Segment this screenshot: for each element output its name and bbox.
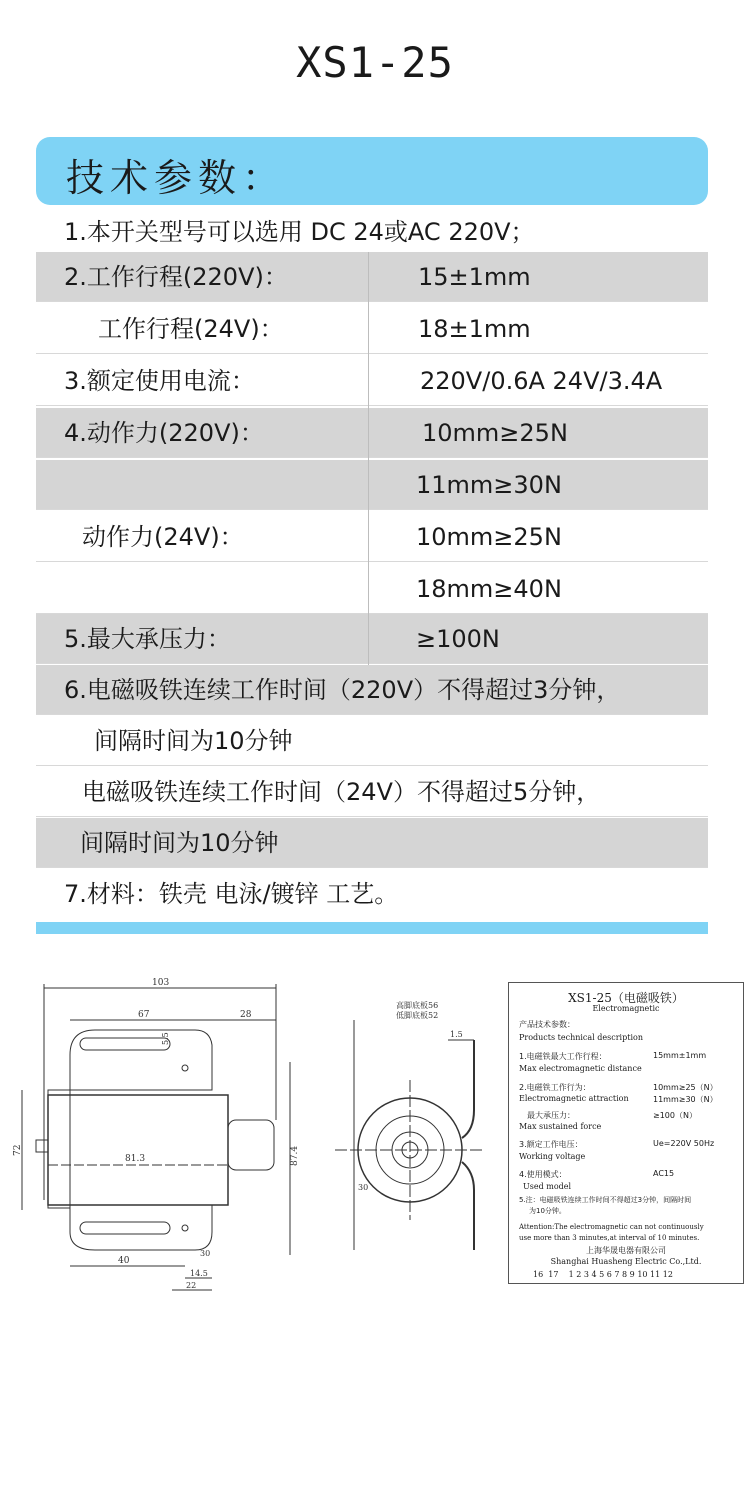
spec-row: [36, 304, 708, 354]
note-text: 7.材料：铁壳 电泳/镀锌 工艺。: [64, 880, 399, 908]
label-item-cn: 3.额定工作电压：: [519, 1140, 583, 1149]
spec-value: 18±1mm: [418, 315, 531, 343]
label-card-subtitle: Electromagnetic: [592, 1004, 660, 1013]
product-label-card: [508, 982, 744, 1284]
note-text: 间隔时间为10分钟: [80, 829, 279, 857]
label-company: 上海华晟电器有限公司: [586, 1246, 666, 1255]
note-row: [36, 818, 708, 868]
dim-label: 30: [358, 1183, 369, 1192]
label-card-heading-en: Products technical description: [519, 1033, 643, 1042]
note-row: [36, 716, 708, 766]
label-attention: Attention:The electromagnetic can not continuously: [519, 1223, 704, 1231]
label-item-val: 11mm≥30（N）: [653, 1095, 718, 1104]
spec-value: 10mm≥25N: [422, 419, 568, 447]
spec-value: 220V/0.6A 24V/3.4A: [420, 367, 663, 395]
side-label: 低脚底板52: [396, 1011, 439, 1020]
spec-label: 2.工作行程(220V)：: [64, 263, 288, 291]
spec-banner-label: 技术参数：: [66, 156, 287, 200]
spec-label: 工作行程(24V)：: [98, 315, 284, 343]
label-numbers: 16 17 1 2 3 4 5 6 7 8 9 10 11 12: [533, 1270, 673, 1279]
note-text: 6.电磁吸铁连续工作时间（220V）不得超过3分钟，: [64, 676, 621, 704]
side-label: 高脚底板56: [396, 1001, 439, 1010]
label-company-en: Shanghai Huasheng Electric Co.,Ltd.: [550, 1257, 702, 1266]
dim-label: 40: [118, 1256, 130, 1266]
spec-value: ≥100N: [416, 625, 500, 653]
label-item-en: Electromagnetic attraction: [519, 1094, 629, 1103]
dim-label: 30: [200, 1249, 211, 1258]
spec-row: [36, 564, 708, 614]
label-item-en: Used model: [523, 1182, 572, 1191]
dim-label: 87.4: [290, 1145, 300, 1166]
note-row: [36, 665, 708, 715]
spec-value: 10mm≥25N: [416, 523, 562, 551]
label-item-val: Ue=220V 50Hz: [653, 1139, 715, 1148]
label-item-val: 10mm≥25（N）: [653, 1083, 718, 1092]
dim-label: 22: [186, 1281, 197, 1290]
spec-row: [36, 512, 708, 562]
note-text: 间隔时间为10分钟: [94, 727, 293, 755]
label-item-en: Max electromagnetic distance: [519, 1064, 642, 1073]
note-row: [36, 767, 708, 817]
spec-value: 18mm≥40N: [416, 575, 562, 603]
label-item-en: Max sustained force: [519, 1122, 602, 1131]
note-text: 电磁吸铁连续工作时间（24V）不得超过5分钟，: [82, 778, 601, 806]
divider-bar: [36, 922, 708, 934]
spec-row: [36, 252, 708, 302]
label-item-en: Working voltage: [519, 1152, 586, 1161]
spec-label: 5.最大承压力：: [64, 625, 231, 653]
dim-label: 5.5: [161, 1032, 170, 1045]
dim-label: 67: [138, 1010, 150, 1020]
dim-label: 81.3: [125, 1154, 146, 1164]
label-attention: use more than 3 minutes,at interval of 10 minutes.: [519, 1234, 700, 1242]
label-note: 5.注：电磁吸铁连续工作时间不得超过3分钟，间隔时间: [519, 1196, 692, 1204]
dim-label: 103: [152, 978, 170, 988]
note-row: [36, 869, 708, 919]
label-item-cn: 2.电磁铁工作行为：: [519, 1083, 591, 1092]
spec-label: 动作力(24V)：: [82, 523, 244, 551]
label-card-title: XS1-25（电磁吸铁）: [568, 991, 684, 1005]
label-item-val: ≥100（N）: [653, 1111, 697, 1120]
spec-row: [36, 356, 708, 406]
table-divider: [368, 252, 369, 665]
spec-row: [36, 460, 708, 510]
dim-label: 1.5: [450, 1030, 463, 1039]
label-note: 为10分钟。: [529, 1207, 566, 1215]
spec-line-1: 1.本开关型号可以选用 DC 24或AC 220V；: [64, 218, 535, 246]
spec-label: 3.额定使用电流：: [64, 367, 255, 395]
spec-value: 15±1mm: [418, 263, 531, 291]
spec-banner: [36, 137, 708, 205]
spec-label: 4.动作力(220V)：: [64, 419, 264, 447]
spec-row: [36, 408, 708, 458]
label-item-val: AC15: [653, 1169, 675, 1178]
side-view: [335, 1000, 485, 1250]
spec-value: 11mm≥30N: [416, 471, 562, 499]
front-view: [13, 978, 300, 1290]
label-item-val: 15mm±1mm: [653, 1051, 707, 1060]
dim-label: 14.5: [190, 1269, 208, 1278]
label-item-cn: 1.电磁铁最大工作行程：: [519, 1052, 607, 1061]
label-card-heading: 产品技术参数：: [519, 1020, 575, 1029]
dim-label: 28: [240, 1010, 252, 1020]
label-item-cn: 最大承压力：: [527, 1111, 575, 1120]
label-item-cn: 4.使用模式：: [519, 1170, 567, 1179]
page-title: XS1-25: [296, 38, 454, 87]
spec-row: [36, 614, 708, 664]
dim-label: 72: [13, 1144, 23, 1156]
